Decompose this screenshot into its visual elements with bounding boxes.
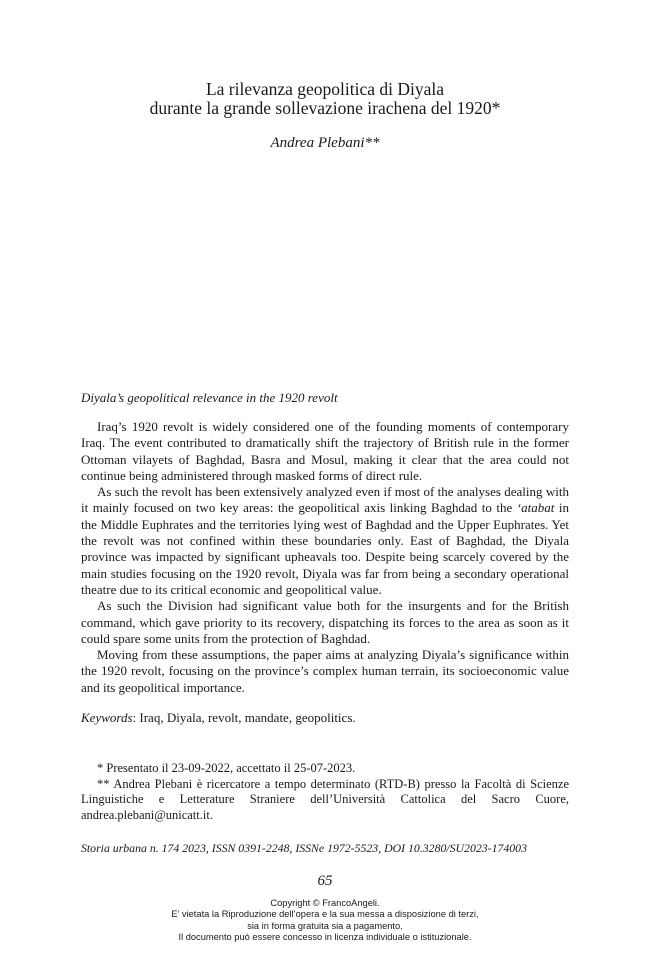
keywords-label: Keywords <box>81 710 133 725</box>
footnotes <box>81 761 569 823</box>
page-number: 65 <box>317 873 333 889</box>
copyright-line: sia in forma gratuita sia a pagamento. <box>247 920 403 931</box>
abstract-body <box>81 419 569 696</box>
keywords-text: : Iraq, Diyala, revolt, mandate, geopolitics. <box>132 710 356 725</box>
copyright-line: Copyright © FrancoAngeli. <box>270 898 380 908</box>
copyright-notice <box>0 898 650 943</box>
footnote: ** Andrea Plebani è ricercatore a tempo determinato (RTD-B) presso la Facoltà di Scienze Linguistiche e Letterature Straniere dell’Università Cattolica del Sacro Cuore, andrea.plebani@unicatt.it. <box>81 776 569 822</box>
copyright-line: E’ vietata la Riproduzione dell’opera e la sua messa a disposizione di terzi, <box>171 909 479 920</box>
abstract-paragraph: As such the revolt has been extensively analyzed even if most of the analyses dealing with it mainly focused on two key areas: the geopolitical axis linking Baghdad to the ‘atabat in the Middle Euphrates and the territories lying west of Baghdad and the Upper Euphrates. Yet the revolt was not confined within these boundaries only. East of Baghdad, the Diyala province was impacted by significant upheavals too. Despite being scarcely covered by the main studies focusing on the 1920 revolt, Diyala was far from being a secondary operational theatre due to its critical economic and geopolitical value. <box>81 484 569 597</box>
abstract-paragraph: As such the Division had significant value both for the insurgents and for the British command, which gave priority to its recovery, dispatching its forces to the area as soon as it could spare some units from the protection of Baghdad. <box>81 598 569 646</box>
footnote: * Presentato il 23-09-2022, accettato il 25-07-2023. <box>97 761 356 775</box>
article-title-line-2: durante la grande sollevazione irachena del 1920* <box>149 98 501 118</box>
copyright-line: Il documento può essere concesso in licenza individuale o istituzionale. <box>178 931 472 942</box>
author-name: Andrea Plebani** <box>270 135 380 151</box>
abstract-paragraph: Moving from these assumptions, the paper aims at analyzing Diyala’s significance within the 1920 revolt, focusing on the province’s complex human terrain, its socioeconomic value and its geopolitical importance. <box>81 647 569 695</box>
journal-citation: Storia urbana n. 174 2023, ISSN 0391-2248, ISSNe 1972-5523, DOI 10.3280/SU2023-174003 <box>81 841 527 855</box>
keywords-line <box>81 710 356 726</box>
article-title-line-1: La rilevanza geopolitica di Diyala <box>205 79 445 99</box>
abstract-paragraph: Iraq’s 1920 revolt is widely considered one of the founding moments of contemporary Iraq. The event contributed to dramatically shift the trajectory of British rule in the former Ottoman vilayets of Baghdad, Basra and Mosul, making it clear that the area could not continue being administered through masked forms of direct rule. <box>81 419 569 483</box>
italic-term: ‘atabat <box>516 500 555 516</box>
article-title <box>0 80 650 118</box>
abstract-heading: Diyala’s geopolitical relevance in the 1920 revolt <box>81 390 338 405</box>
